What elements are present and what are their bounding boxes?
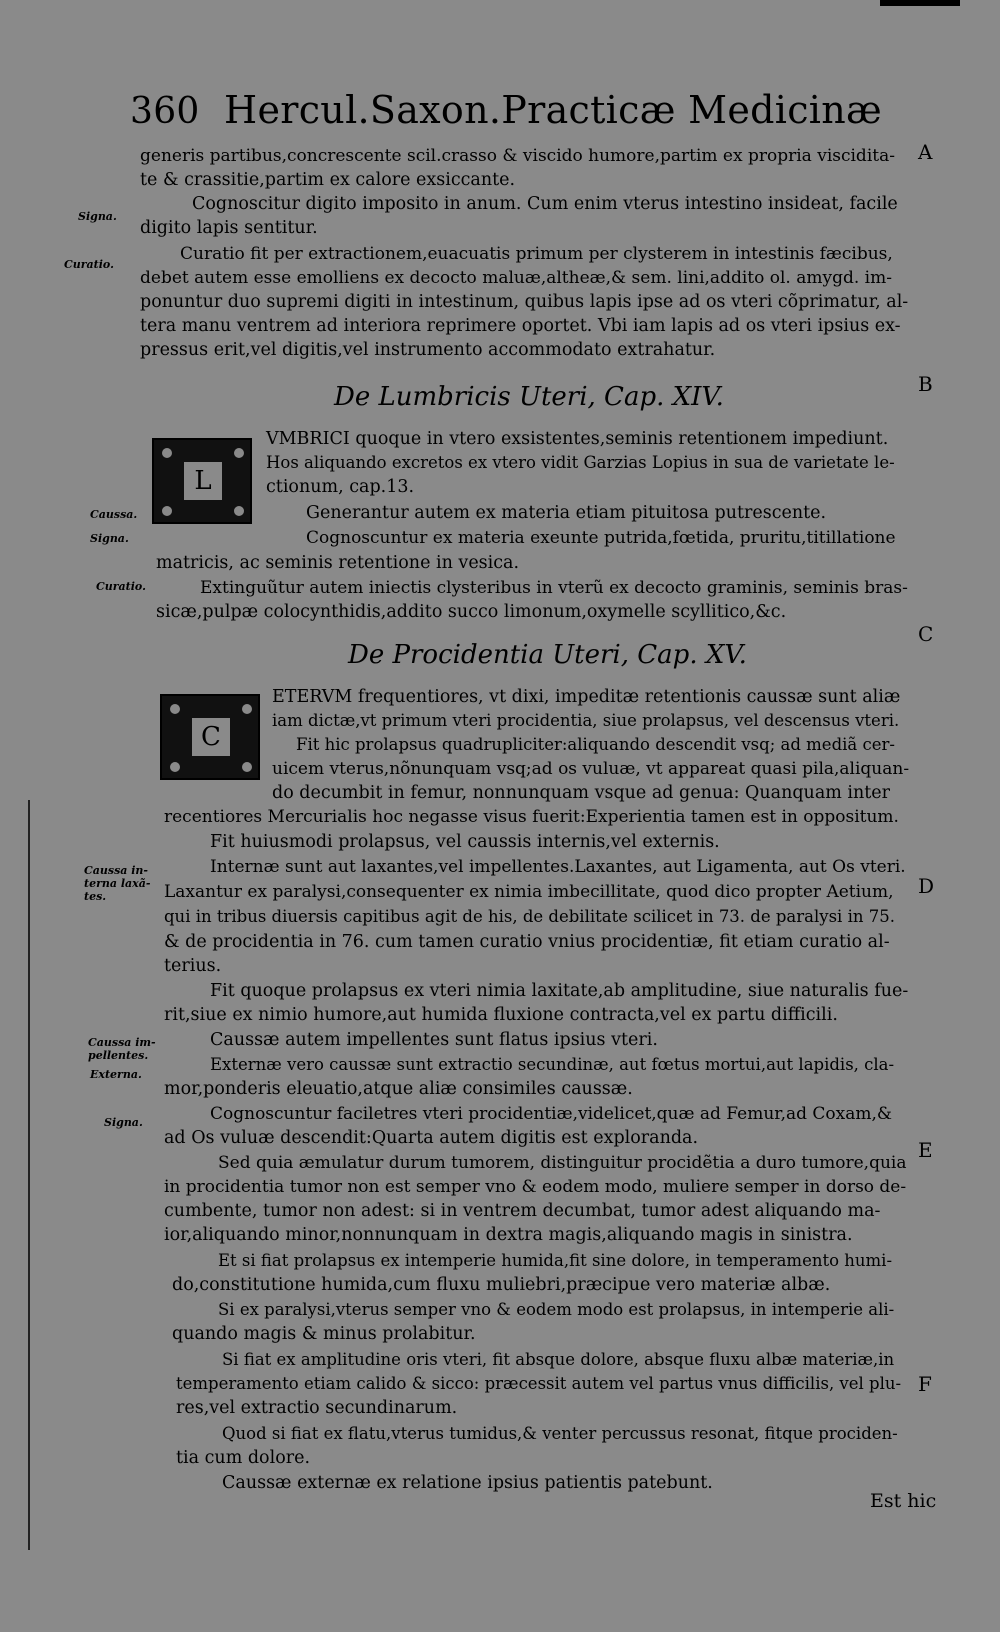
text-line: VMBRICI quoque in vtero exsistentes,seminis retentionem impediunt.: [266, 429, 889, 449]
margin-note-signa: Signa.: [104, 1116, 143, 1129]
text-line: te & crassitie,partim ex calore exsiccante.: [140, 170, 516, 190]
text-line: & de procidentia in 76. cum tamen curatio vnius procidentiæ, fit etiam curatio al-: [164, 932, 890, 952]
text-line: sicæ,pulpæ colocynthidis,addito succo limonum,oxymelle scyllitico,&c.: [156, 602, 787, 622]
text-line: ctionum, cap.13.: [266, 477, 415, 497]
text-line: res,vel extractio secundinarum.: [176, 1398, 458, 1418]
side-letter-c: C: [918, 622, 934, 646]
text-line: ETERVM frequentiores, vt dixi, impeditæ retentionis caussæ sunt aliæ: [272, 687, 901, 707]
text-line: do,constitutione humida,cum fluxu muliebri,præcipue vero materiæ albæ.: [172, 1275, 831, 1295]
text-line: ponuntur duo supremi digiti in intestinum, quibus lapis ipse ad os vteri cõprimatur, al-: [140, 292, 909, 312]
text-line: Si fiat ex amplitudine oris vteri, fit absque dolore, absque fluxu albæ materiæ,in: [222, 1350, 895, 1369]
text-line: in procidentia tumor non est semper vno & eodem modo, muliere semper in dorso de-: [164, 1177, 907, 1197]
text-line: Cognoscuntur faciletres vteri procidentiæ,videlicet,quæ ad Femur,ad Coxam,&: [210, 1104, 893, 1124]
chapter-heading-15: De Procidentia Uteri, Cap. XV.: [348, 640, 747, 670]
text-line: qui in tribus diuersis capitibus agit de his, de debilitate scilicet in 73. de paralysi in 75.: [164, 907, 895, 926]
text-line: recentiores Mercurialis hoc negasse visus fuerit:Experientia tamen est in oppositum.: [164, 807, 899, 827]
text-line: ad Os vuluæ descendit:Quarta autem digitis est exploranda.: [164, 1128, 699, 1148]
initial-letter: L: [184, 462, 222, 500]
text-line: Si ex paralysi,vterus semper vno & eodem modo est prolapsus, in intemperie ali-: [218, 1300, 895, 1319]
text-line: Quod si fiat ex flatu,vterus tumidus,& venter percussus resonat, fitque prociden-: [222, 1424, 898, 1443]
text-line: Sed quia æmulatur durum tumorem, distinguitur procidẽtia a duro tumore,quia: [218, 1153, 907, 1173]
text-line: Fit huiusmodi prolapsus, vel caussis internis,vel externis.: [210, 832, 720, 852]
catchword: Est hic: [870, 1490, 937, 1512]
side-letter-b: B: [918, 372, 933, 396]
text-line: mor,ponderis eleuatio,atque aliæ consimiles caussæ.: [164, 1079, 633, 1099]
text-line: Caussæ autem impellentes sunt flatus ipsius vteri.: [210, 1030, 658, 1050]
margin-note-caussa-impellentes: Caussa im-pellentes.: [88, 1036, 156, 1062]
initial-letter: C: [192, 718, 230, 756]
text-line: Extinguũtur autem iniectis clysteribus in vterũ ex decocto graminis, seminis bras-: [200, 578, 908, 598]
side-letter-f: F: [918, 1372, 932, 1396]
margin-note-signa: Signa.: [90, 532, 129, 545]
running-header: [130, 88, 882, 132]
text-line: iam dictæ,vt primum vteri procidentia, siue prolapsus, vel descensus vteri.: [272, 711, 900, 730]
text-line: Et si fiat prolapsus ex intemperie humida,fit sine dolore, in temperamento humi-: [218, 1251, 893, 1270]
text-line: ior,aliquando minor,nonnunquam in dextra magis,aliquando magis in sinistra.: [164, 1225, 853, 1245]
running-title: Hercul.Saxon.Practicæ Medicinæ: [224, 88, 883, 132]
text-line: generis partibus,concrescente scil.crasso & viscido humore,partim ex propria viscidita-: [140, 146, 895, 166]
text-line: Curatio fit per extractionem,euacuatis primum per clysterem in intestinis fæcibus,: [180, 244, 893, 264]
text-line: Laxantur ex paralysi,consequenter ex nimia imbecillitate, quod dico propter Aetium,: [164, 882, 894, 902]
text-line: Hos aliquando excretos ex vtero vidit Garzias Lopius in sua de varietate le-: [266, 453, 895, 472]
text-line: cumbente, tumor non adest: si in ventrem decumbat, tumor adest aliquando ma-: [164, 1201, 881, 1221]
margin-note-signa: Signa.: [78, 210, 117, 223]
chapter-heading-14: De Lumbricis Uteri, Cap. XIV.: [334, 382, 724, 412]
side-letter-d: D: [918, 874, 935, 898]
margin-note-externa: Externa.: [90, 1068, 142, 1081]
text-line: Fit quoque prolapsus ex vteri nimia laxitate,ab amplitudine, siue naturalis fue-: [210, 981, 909, 1001]
margin-note-caussa-interna: Caussa in-terna laxã-tes.: [84, 864, 151, 903]
decorated-initial-l: [152, 438, 252, 524]
text-line: Internæ sunt aut laxantes,vel impellentes.Laxantes, aut Ligamenta, aut Os vteri.: [210, 857, 906, 877]
text-line: terius.: [164, 956, 222, 976]
text-line: tia cum dolore.: [176, 1448, 311, 1468]
text-line: temperamento etiam calido & sicco: præcessit autem vel partus vnus difficilis, vel plu-: [176, 1374, 902, 1393]
text-line: Caussæ externæ ex relatione ipsius patientis patebunt.: [222, 1473, 713, 1493]
text-line: tera manu ventrem ad interiora reprimere oportet. Vbi iam lapis ad os vteri ipsius ex-: [140, 316, 901, 336]
text-line: rit,siue ex nimio humore,aut humida fluxione contracta,vel ex partu difficili.: [164, 1005, 838, 1025]
text-line: quando magis & minus prolabitur.: [172, 1324, 476, 1344]
text-line: digito lapis sentitur.: [140, 218, 318, 238]
margin-note-curatio: Curatio.: [64, 258, 114, 271]
text-line: Externæ vero caussæ sunt extractio secundinæ, aut fœtus mortui,aut lapidis, cla-: [210, 1055, 895, 1074]
text-line: matricis, ac seminis retentione in vesica.: [156, 553, 520, 573]
text-line: Cognoscitur digito imposito in anum. Cum enim vterus intestino insideat, facile: [192, 194, 898, 214]
margin-note-caussa: Caussa.: [90, 508, 138, 521]
gutter-edge: [28, 800, 30, 1550]
margin-note-curatio: Curatio.: [96, 580, 146, 593]
text-line: do decumbit in femur, nonnunquam vsque ad genua: Quanquam inter: [272, 783, 891, 803]
text-line: Cognoscuntur ex materia exeunte putrida,fœtida, pruritu,titillatione: [306, 528, 896, 548]
top-edge-mark: [880, 0, 960, 6]
text-line: pressus erit,vel digitis,vel instrumento accommodato extrahatur.: [140, 340, 716, 360]
text-line: uicem vterus,nõnunquam vsq;ad os vuluæ, vt appareat quasi pila,aliquan-: [272, 759, 910, 779]
page-number: 360: [130, 91, 200, 132]
text-line: Fit hic prolapsus quadrupliciter:aliquando descendit vsq; ad mediã cer-: [296, 735, 895, 754]
decorated-initial-c: [160, 694, 260, 780]
text-line: Generantur autem ex materia etiam pituitosa putrescente.: [306, 503, 827, 523]
text-line: debet autem esse emolliens ex decocto maluæ,altheæ,& sem. lini,addito ol. amygd. im-: [140, 268, 892, 288]
side-letter-a: A: [918, 140, 933, 164]
side-letter-e: E: [918, 1138, 933, 1162]
